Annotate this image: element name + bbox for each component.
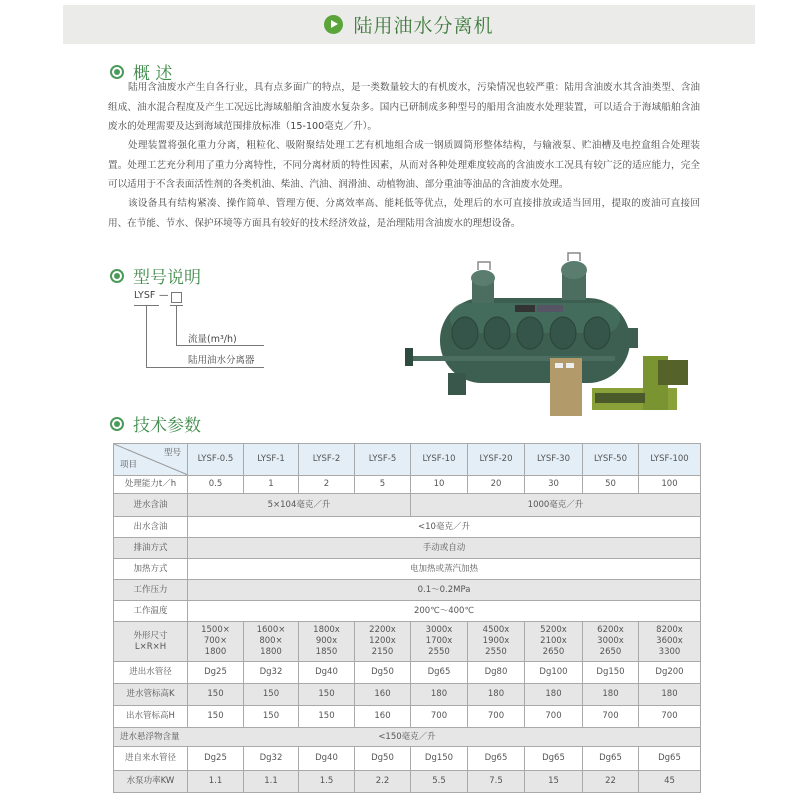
table-row-pressure (114, 580, 701, 601)
table-cell: 160 (355, 706, 411, 728)
model-header: LYSF-10 (411, 444, 468, 476)
row-label (114, 622, 188, 662)
table-cell: 1000毫克／升 (411, 494, 701, 517)
section-title: 型号说明 (133, 268, 201, 288)
table-cell: 180 (639, 684, 701, 706)
row-label: 工作压力 (114, 580, 188, 601)
table-cell: Dg25 (188, 747, 244, 771)
model-header: LYSF-20 (468, 444, 525, 476)
table-cell: 700 (468, 706, 525, 728)
model-placeholder-box (171, 292, 182, 303)
table-row-temperature (114, 601, 701, 622)
row-label-line: L×R×H (134, 641, 167, 652)
row-label: 工作温度 (114, 601, 188, 622)
table-cell: 1800x 900x 1850 (299, 622, 355, 662)
model-header: LYSF-100 (639, 444, 701, 476)
corner-bottom-label: 项目 (120, 460, 138, 470)
table-cell: Dg65 (639, 747, 701, 771)
row-label: 进水含油 (114, 494, 188, 517)
table-cell: 5 (355, 476, 411, 494)
table-cell: Dg40 (299, 662, 355, 684)
play-circle-icon (324, 15, 343, 34)
spec-table (113, 443, 701, 793)
row-label: 处理能力t／h (114, 476, 188, 494)
title-banner (63, 5, 755, 44)
table-cell: 手动或自动 (188, 538, 701, 559)
table-row-heating (114, 559, 701, 580)
table-cell: 4500x 1900x 2550 (468, 622, 525, 662)
row-label: 加热方式 (114, 559, 188, 580)
ring-bullet-icon (110, 65, 124, 79)
table-cell: Dg200 (639, 662, 701, 684)
table-cell: 180 (411, 684, 468, 706)
table-cell: 45 (639, 771, 701, 793)
table-cell: Dg65 (411, 662, 468, 684)
table-row-capacity (114, 476, 701, 494)
overview-paragraph-1: 陆用含油废水产生自各行业，具有点多面广的特点，是一类数量较大的有机废水，污染情况也较严重：陆用含油废水其含油类型、含油组成、油水混合程度及产生工况远比海域船舶含油废水复杂多。国内已研制成多种型号的船用含油废水处理装置，可以适合于海域船舶含油废水的处理需要及达到海域范围排放标准（15-100毫克／升）。 (108, 82, 700, 132)
table-cell: 700 (583, 706, 639, 728)
table-cell: 180 (525, 684, 583, 706)
table-cell: 180 (468, 684, 525, 706)
table-cell: 2.2 (355, 771, 411, 793)
table-cell: Dg65 (583, 747, 639, 771)
table-row-outlet-height (114, 706, 701, 728)
table-cell: 700 (411, 706, 468, 728)
table-header-row (114, 444, 701, 476)
model-header: LYSF-5 (355, 444, 411, 476)
name-label: 陆用油水分离器 (188, 355, 255, 366)
table-cell: 1 (244, 476, 299, 494)
page-title: 陆用油水分离机 (353, 15, 494, 37)
connector-line (146, 305, 147, 367)
table-cell: 180 (583, 684, 639, 706)
table-cell: Dg100 (525, 662, 583, 684)
table-cell: 5×104毫克／升 (188, 494, 411, 517)
table-cell: Dg150 (583, 662, 639, 684)
table-cell: <10毫克／升 (188, 517, 701, 538)
table-cell: 200℃～400℃ (188, 601, 701, 622)
ring-bullet-icon (110, 417, 124, 431)
section-title: 概 述 (133, 64, 173, 84)
overview-paragraph-3: 该设备具有结构紧凑、操作简单、管理方便、分离效率高、能耗低等优点，处理后的水可直接排放或适当回用，提取的废油可直接回用、在节能、节水、保护环境等方面具有较好的技术经济效益，是治理陆用含油废水的理想设备。 (108, 198, 700, 229)
corner-top-label: 型号 (163, 448, 181, 458)
table-cell: 2 (299, 476, 355, 494)
table-cell: 100 (639, 476, 701, 494)
ring-bullet-icon (110, 269, 124, 283)
table-cell: Dg50 (355, 747, 411, 771)
table-cell: 1500× 700× 1800 (188, 622, 244, 662)
table-cell: 160 (355, 684, 411, 706)
table-cell: Dg40 (299, 747, 355, 771)
row-label-line: 外形尺寸 (133, 630, 168, 641)
table-cell: Dg65 (468, 747, 525, 771)
table-row-inlet-height (114, 684, 701, 706)
model-dash: — (159, 290, 169, 301)
row-label: 出水管标高H (114, 706, 188, 728)
table-cell: Dg32 (244, 747, 299, 771)
table-cell: 0.1～0.2MPa (188, 580, 701, 601)
table-cell: Dg32 (244, 662, 299, 684)
table-cell: 150 (188, 706, 244, 728)
table-row-pipe-diameter (114, 662, 701, 684)
row-label: 进水悬浮物含量 (120, 732, 180, 742)
table-cell: 10 (411, 476, 468, 494)
row-value: <150毫克／升 (378, 731, 436, 742)
table-row-outlet-oil (114, 517, 701, 538)
table-row-tap-pipe (114, 747, 701, 771)
table-cell: 1600× 800× 1800 (244, 622, 299, 662)
table-cell: Dg65 (525, 747, 583, 771)
table-cell: 5.5 (411, 771, 468, 793)
row-label: 进水管标高K (114, 684, 188, 706)
connector-line (176, 345, 264, 346)
flow-label: 流量(m³/h) (188, 334, 237, 345)
connector-line (146, 367, 264, 368)
row-label: 进出水管径 (114, 662, 188, 684)
model-header: LYSF-0.5 (188, 444, 244, 476)
table-cell: 150 (299, 706, 355, 728)
overview-paragraph-2: 处理装置将强化重力分离，粗粒化、吸附聚结处理工艺有机地组合成一钢质圆筒形整体结构，与输液泵、贮油槽及电控盒组合处理装置。处理工艺充分利用了重力分离特性，不同分离材质的特性因素，从而对各种处理难度较高的含油废水工况具有较广泛的适应能力，完全可以适用于不含表面活性剂的各类机油、柴油、汽油、润滑油、动植物油、部分重油等油品的含油废水处理。 (108, 140, 700, 190)
table-cell: 700 (639, 706, 701, 728)
table-cell: 150 (244, 684, 299, 706)
table-cell: 0.5 (188, 476, 244, 494)
table-cell: 150 (188, 684, 244, 706)
table-cell: 5200x 2100x 2650 (525, 622, 583, 662)
table-cell: 1.5 (299, 771, 355, 793)
table-cell: 150 (299, 684, 355, 706)
table-cell: 电加热或蒸汽加热 (188, 559, 701, 580)
table-cell: Dg80 (468, 662, 525, 684)
table-row-dimensions (114, 622, 701, 662)
model-header: LYSF-30 (525, 444, 583, 476)
table-cell: 700 (525, 706, 583, 728)
table-cell: 50 (583, 476, 639, 494)
table-cell: 1.1 (244, 771, 299, 793)
table-cell: 150 (244, 706, 299, 728)
table-cell: 6200x 3000x 2650 (583, 622, 639, 662)
table-cell: 7.5 (468, 771, 525, 793)
table-row-pump-power (114, 771, 701, 793)
table-cell: 20 (468, 476, 525, 494)
model-header: LYSF-2 (299, 444, 355, 476)
table-cell: 15 (525, 771, 583, 793)
section-title: 技术参数 (133, 416, 201, 436)
corner-cell (114, 444, 188, 476)
table-row-drain (114, 538, 701, 559)
table-cell: 1.1 (188, 771, 244, 793)
row-label: 进自来水管径 (114, 747, 188, 771)
table-row-suspended-solids (114, 728, 701, 747)
row-label: 排油方式 (114, 538, 188, 559)
connector-line (176, 305, 177, 345)
table-cell: 30 (525, 476, 583, 494)
row-label: 出水含油 (114, 517, 188, 538)
model-header: LYSF-1 (244, 444, 299, 476)
model-code: LYSF (134, 290, 156, 301)
table-cell: 3000x 1700x 2550 (411, 622, 468, 662)
table-cell: 22 (583, 771, 639, 793)
section-heading-model (110, 263, 201, 288)
row-label: 水泵功率KW (114, 771, 188, 793)
table-cell: 2200x 1200x 2150 (355, 622, 411, 662)
table-cell: Dg25 (188, 662, 244, 684)
section-heading-specs (110, 411, 201, 436)
equipment-photo (400, 248, 710, 418)
table-cell: 8200x 3600x 3300 (639, 622, 701, 662)
table-cell (114, 728, 701, 747)
table-row-inlet-oil (114, 494, 701, 517)
model-header: LYSF-50 (583, 444, 639, 476)
table-cell: Dg150 (411, 747, 468, 771)
table-cell: Dg50 (355, 662, 411, 684)
